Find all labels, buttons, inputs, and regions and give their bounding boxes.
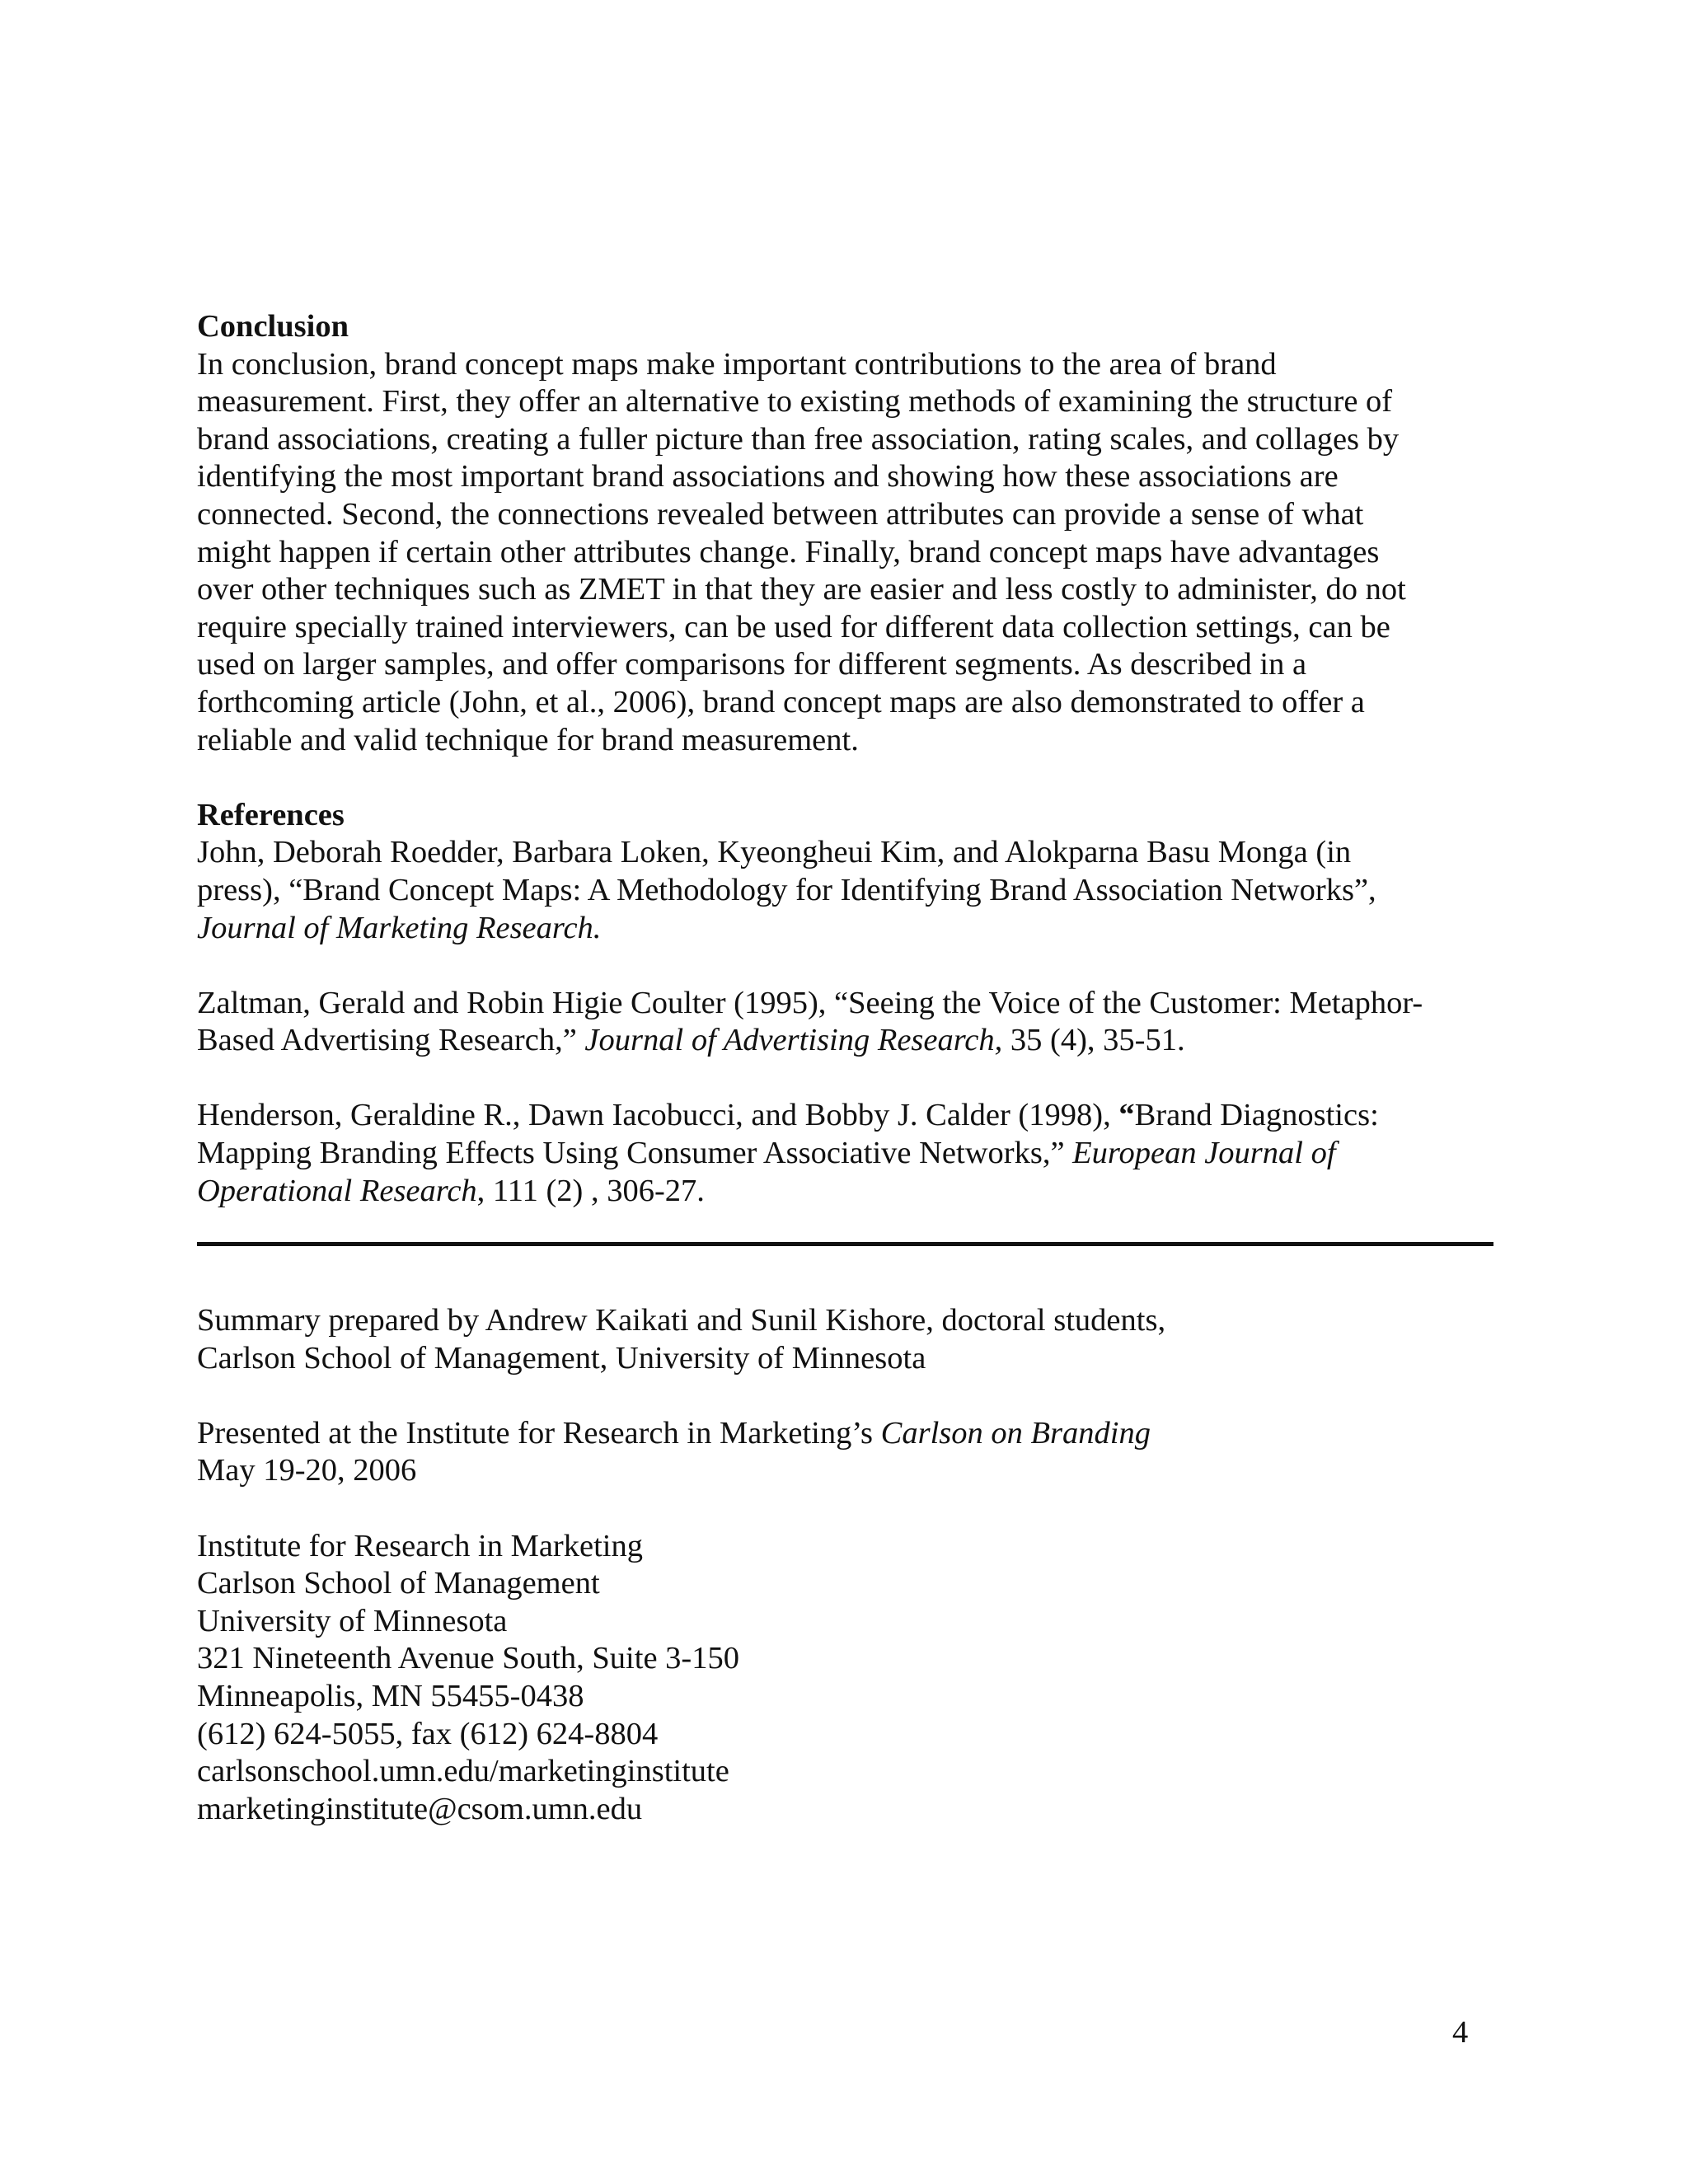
references-heading: References	[197, 797, 345, 832]
reference-john	[197, 834, 1495, 947]
address-line: Minneapolis, MN 55455-0438	[197, 1678, 584, 1713]
reference-open-quote: “	[1118, 1098, 1135, 1133]
conclusion-line: reliable and valid technique for brand measurement.	[197, 722, 859, 757]
conclusion-line: brand associations, creating a fuller picture than free association, rating scales, and collages by	[197, 421, 1400, 457]
reference-text: Brand Diagnostics:	[1134, 1098, 1379, 1133]
reference-line	[197, 1022, 1495, 1060]
reference-journal: European Journal of	[1072, 1136, 1336, 1171]
reference-text: Based Advertising Research,”	[197, 1023, 585, 1058]
reference-line	[197, 1173, 1495, 1211]
conclusion-line: might happen if certain other attributes change. Finally, brand concept maps have advantages	[197, 534, 1380, 569]
conclusion-line: over other techniques such as ZMET in that they are easier and less costly to administer, do not	[197, 572, 1406, 607]
reference-line: press), “Brand Concept Maps: A Methodology for Identifying Brand Association Networks”,	[197, 872, 1376, 907]
reference-journal: Journal of Advertising Research,	[584, 1023, 1003, 1058]
reference-text: Henderson, Geraldine R., Dawn Iacobucci, and Bobby J. Calder (1998),	[197, 1098, 1119, 1133]
conclusion-line: In conclusion, brand concept maps make important contributions to the area of brand	[197, 346, 1277, 382]
conclusion-line: connected. Second, the connections revealed between attributes can provide a sense of what	[197, 496, 1364, 532]
reference-journal: Journal of Marketing Research.	[197, 910, 602, 945]
reference-line	[197, 1135, 1495, 1173]
horizontal-divider	[197, 1242, 1493, 1246]
conclusion-heading: Conclusion	[197, 309, 349, 344]
conclusion-line: require specially trained interviewers, can be used for different data collection settings, can be	[197, 609, 1390, 644]
presented-date: May 19-20, 2006	[197, 1453, 417, 1488]
reference-line: John, Deborah Roedder, Barbara Loken, Kyeongheui Kim, and Alokparna Basu Monga (in	[197, 835, 1352, 870]
reference-text: 35 (4), 35-51.	[1002, 1023, 1185, 1058]
email-link[interactable]: marketinginstitute@csom.umn.edu	[197, 1791, 643, 1826]
website-link[interactable]: carlsonschool.umn.edu/marketinginstitute	[197, 1754, 729, 1789]
summary-line: Summary prepared by Andrew Kaikati and Sunil Kishore, doctoral students,	[197, 1303, 1166, 1338]
conclusion-line: forthcoming article (John, et al., 2006), brand concept maps are also demonstrated to offer a	[197, 684, 1365, 719]
address-line: (612) 624-5055, fax (612) 624-8804	[197, 1716, 659, 1751]
event-name: Carlson on Branding	[880, 1415, 1151, 1451]
conclusion-line: used on larger samples, and offer comparisons for different segments. As described in a	[197, 647, 1307, 682]
summary-line: Carlson School of Management, University of Minnesota	[197, 1340, 926, 1376]
reference-journal: Operational Research	[197, 1173, 477, 1208]
address-line: University of Minnesota	[197, 1603, 508, 1638]
presented-text: Presented at the Institute for Research in Marketing’s	[197, 1415, 881, 1451]
reference-line	[197, 1097, 1495, 1135]
main-content	[197, 308, 1495, 1210]
reference-line: Zaltman, Gerald and Robin Higie Coulter (1995), “Seeing the Voice of the Customer: Metaphor-	[197, 985, 1423, 1020]
address-line: Carlson School of Management	[197, 1566, 600, 1601]
reference-zaltman	[197, 985, 1495, 1060]
reference-text: Mapping Branding Effects Using Consumer Associative Networks,”	[197, 1136, 1073, 1171]
address-line: Institute for Research in Marketing	[197, 1528, 643, 1563]
conclusion-line: measurement. First, they offer an alternative to existing methods of examining the structure of	[197, 384, 1393, 419]
reference-text: , 111 (2) , 306-27.	[476, 1173, 705, 1208]
conclusion-paragraph	[197, 346, 1495, 760]
conclusion-line: identifying the most important brand associations and showing how these associations are	[197, 459, 1339, 494]
presented-line	[197, 1415, 1495, 1453]
address-block	[197, 1528, 1495, 1829]
reference-henderson	[197, 1097, 1495, 1210]
footer-section	[197, 1302, 1495, 1828]
page-number: 4	[1452, 2015, 1469, 2050]
address-line: 321 Nineteenth Avenue South, Suite 3-150	[197, 1641, 739, 1676]
